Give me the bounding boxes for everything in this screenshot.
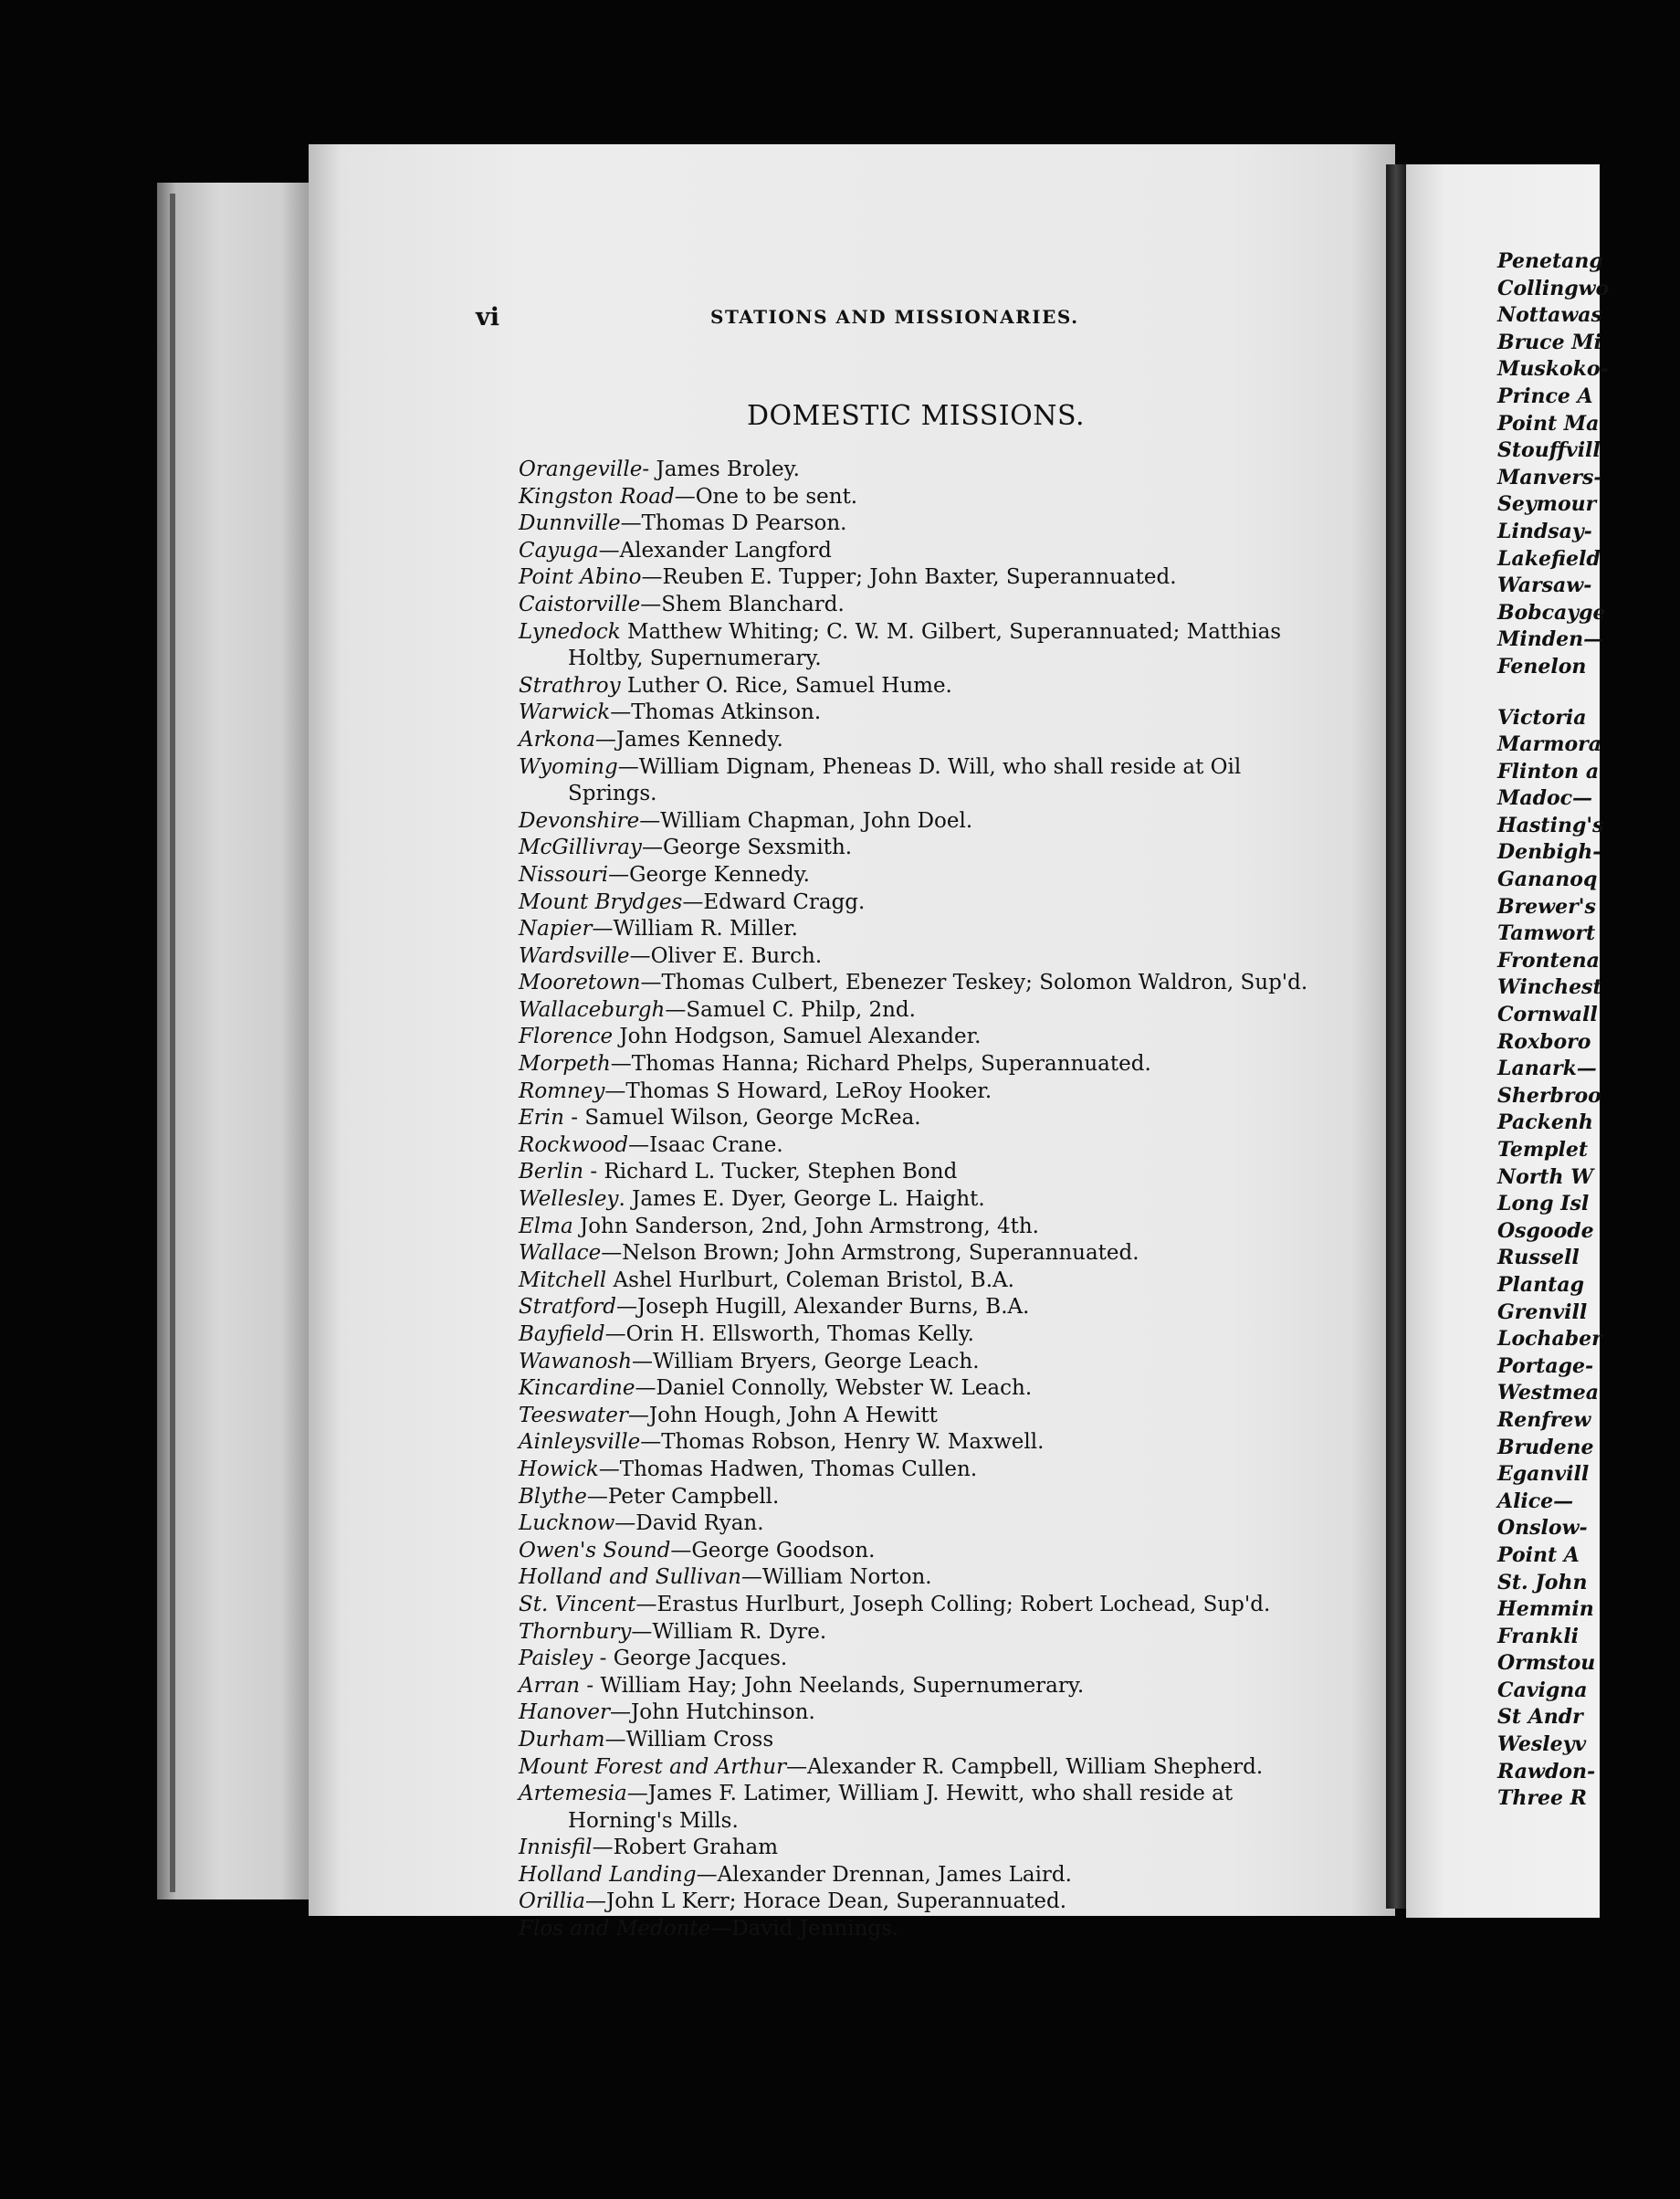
mission-entry bbox=[519, 1159, 1359, 1186]
separator: — bbox=[640, 592, 662, 616]
separator: — bbox=[610, 1700, 632, 1725]
facing-station-fragment: Westmea bbox=[1497, 1381, 1599, 1405]
separator: — bbox=[639, 808, 661, 833]
mission-entry bbox=[519, 700, 1359, 727]
facing-station-fragment: Tamwort bbox=[1497, 921, 1596, 946]
separator: — bbox=[696, 1862, 718, 1887]
facing-station-fragment: Manvers- bbox=[1497, 465, 1602, 489]
mission-entry bbox=[519, 1214, 1359, 1241]
separator: — bbox=[640, 1430, 662, 1455]
separator: — bbox=[620, 511, 642, 536]
station-name: Teeswater bbox=[519, 1403, 628, 1427]
mission-entry bbox=[519, 1889, 1359, 1916]
station-name: Erin bbox=[519, 1106, 564, 1131]
missionaries: George Sexsmith. bbox=[662, 836, 853, 860]
facing-station-fragment: Grenvill bbox=[1497, 1299, 1588, 1324]
missionaries: Orin H. Ellsworth, Thomas Kelly. bbox=[625, 1322, 974, 1346]
facing-station-fragment: Stouffvill bbox=[1497, 438, 1601, 463]
facing-station-fragment: Eganvill bbox=[1497, 1462, 1590, 1487]
facing-station-fragment: Marmora bbox=[1497, 732, 1601, 757]
missionaries: William Bryers, George Leach. bbox=[653, 1349, 980, 1373]
missionaries: Shem Blanchard. bbox=[661, 592, 845, 616]
missionaries: John Hodgson, Samuel Alexander. bbox=[619, 1025, 982, 1049]
facing-station-fragment: Rawdon- bbox=[1497, 1759, 1596, 1783]
station-name: Howick bbox=[519, 1457, 599, 1481]
station-name: Hanover bbox=[519, 1700, 611, 1725]
mission-entry bbox=[519, 835, 1359, 862]
station-name: Orillia bbox=[519, 1889, 585, 1914]
separator: - bbox=[563, 1106, 585, 1131]
separator: - bbox=[580, 1673, 601, 1698]
separator: — bbox=[604, 1078, 626, 1103]
missionaries: Isaac Crane. bbox=[649, 1132, 783, 1157]
missionaries: Joseph Hugill, Alexander Burns, B.A. bbox=[637, 1295, 1030, 1320]
missionaries-continued: Holtby, Supernumerary. bbox=[568, 647, 822, 671]
facing-station-fragment: Roxboro bbox=[1497, 1029, 1591, 1054]
mission-entry bbox=[519, 1916, 1359, 1943]
separator: — bbox=[631, 1619, 653, 1644]
station-name: Thornbury bbox=[519, 1619, 632, 1644]
station-name: Durham bbox=[519, 1727, 605, 1752]
separator: — bbox=[629, 943, 651, 968]
station-name: Morpeth bbox=[519, 1052, 611, 1077]
station-name: Flos and Medonte bbox=[519, 1917, 711, 1941]
separator: — bbox=[604, 1727, 626, 1752]
mission-entry bbox=[519, 808, 1359, 836]
station-name: Caistorville bbox=[519, 592, 641, 616]
mission-entry bbox=[519, 1268, 1359, 1295]
facing-page bbox=[1406, 164, 1610, 1918]
running-head: STATIONS AND MISSIONARIES. bbox=[710, 306, 1079, 328]
station-name: Mitchell bbox=[519, 1268, 607, 1292]
missionaries: Matthew Whiting; C. W. M. Gilbert, Superannuated; Matthias bbox=[627, 619, 1282, 644]
facing-station-fragment: Lindsay- bbox=[1497, 519, 1592, 543]
mission-entry bbox=[519, 1510, 1359, 1538]
mission-entry bbox=[519, 673, 1359, 700]
facing-station-fragment: Lakefield bbox=[1497, 546, 1601, 571]
station-name: Kincardine bbox=[519, 1376, 635, 1401]
separator: — bbox=[598, 1457, 620, 1481]
missionaries: One to be sent. bbox=[695, 484, 858, 509]
mission-entry bbox=[519, 1186, 1359, 1214]
separator: — bbox=[641, 836, 663, 860]
missionaries: Thomas Robson, Henry W. Maxwell. bbox=[661, 1430, 1045, 1455]
separator: — bbox=[674, 484, 696, 509]
mission-entry bbox=[519, 970, 1359, 997]
missionaries: William R. Miller. bbox=[613, 917, 798, 942]
mission-entry bbox=[519, 1240, 1359, 1268]
facing-station-fragment: Victoria bbox=[1497, 705, 1587, 730]
separator: — bbox=[614, 1511, 636, 1536]
book-edge-line bbox=[170, 194, 175, 1892]
station-name: Rockwood bbox=[519, 1132, 629, 1157]
mission-entry bbox=[519, 1619, 1359, 1647]
mission-entry bbox=[519, 592, 1359, 619]
missionaries: Richard L. Tucker, Stephen Bond bbox=[604, 1160, 958, 1184]
missionaries: George Jacques. bbox=[613, 1647, 788, 1671]
facing-station-fragment: Sherbroo bbox=[1497, 1083, 1601, 1108]
mission-entry bbox=[519, 484, 1359, 511]
station-name: Kingston Road bbox=[519, 484, 675, 509]
missionaries: Samuel C. Philp, 2nd. bbox=[686, 997, 916, 1022]
missionaries: Edward Cragg. bbox=[703, 889, 866, 914]
mission-entry bbox=[519, 1321, 1359, 1349]
facing-station-fragment: Frankli bbox=[1497, 1624, 1580, 1648]
station-name: St. Vincent bbox=[519, 1592, 636, 1616]
section-title: DOMESTIC MISSIONS. bbox=[747, 400, 1086, 432]
separator: . bbox=[618, 1187, 633, 1212]
missionaries: Alexander R. Campbell, William Shepherd. bbox=[807, 1754, 1264, 1779]
mission-entry bbox=[519, 727, 1359, 754]
missionaries: Ashel Hurlburt, Coleman Bristol, B.A. bbox=[613, 1268, 1014, 1292]
separator: — bbox=[632, 1349, 654, 1373]
missionaries: Thomas Atkinson. bbox=[631, 700, 822, 725]
separator: — bbox=[710, 1917, 732, 1941]
book-page bbox=[309, 144, 1395, 1941]
separator: — bbox=[635, 1376, 656, 1401]
mission-entry bbox=[519, 889, 1359, 917]
station-name: Devonshire bbox=[519, 808, 640, 833]
facing-station-fragment: Denbigh- bbox=[1497, 840, 1601, 865]
facing-station-fragment: Bobcayge bbox=[1497, 600, 1606, 625]
facing-station-fragment: Winchest bbox=[1497, 975, 1602, 1000]
facing-station-fragment: North W bbox=[1497, 1164, 1593, 1189]
missionaries: Nelson Brown; John Armstrong, Superannuated. bbox=[622, 1241, 1139, 1266]
facing-station-fragment: Russell bbox=[1497, 1246, 1580, 1270]
missionaries: Thomas Hanna; Richard Phelps, Superannuated. bbox=[631, 1052, 1151, 1077]
separator: — bbox=[617, 754, 639, 779]
missions-list bbox=[519, 457, 1359, 1943]
separator: — bbox=[610, 700, 632, 725]
missionaries: John Hutchinson. bbox=[631, 1700, 815, 1725]
station-name: Wallaceburgh bbox=[519, 997, 666, 1022]
facing-station-fragment: Ormstou bbox=[1497, 1651, 1596, 1676]
missionaries: Erastus Hurlburt, Joseph Colling; Robert Lochead, Sup'd. bbox=[656, 1592, 1271, 1616]
missionaries: John Hough, John A Hewitt bbox=[648, 1403, 938, 1427]
missionaries: Thomas Hadwen, Thomas Cullen. bbox=[619, 1457, 978, 1481]
facing-station-fragment: Prince A bbox=[1497, 384, 1593, 408]
missionaries: Reuben E. Tupper; John Baxter, Superannuated. bbox=[662, 565, 1177, 590]
facing-station-fragment: Osgoode bbox=[1497, 1218, 1594, 1243]
station-name: Holland Landing bbox=[519, 1862, 697, 1887]
mission-entry bbox=[519, 943, 1359, 971]
facing-station-fragment: Frontena bbox=[1497, 948, 1600, 973]
facing-station-fragment: Penetang bbox=[1497, 249, 1603, 273]
book-left-edge bbox=[157, 183, 312, 1899]
separator: — bbox=[616, 1295, 638, 1320]
facing-station-fragment: Wesleyv bbox=[1497, 1732, 1587, 1757]
facing-station-fragment: St Andr bbox=[1497, 1705, 1583, 1730]
station-name: Wawanosh bbox=[519, 1349, 633, 1373]
facing-station-fragment: Hasting's bbox=[1497, 813, 1604, 837]
separator: — bbox=[598, 538, 620, 563]
station-name: McGillivray bbox=[519, 836, 642, 860]
mission-entry bbox=[519, 754, 1359, 808]
facing-station-fragment: Packenh bbox=[1497, 1110, 1593, 1135]
facing-station-fragment: Madoc— bbox=[1497, 786, 1593, 811]
separator: — bbox=[626, 1782, 648, 1806]
station-name: Artemesia bbox=[519, 1782, 627, 1806]
separator: — bbox=[665, 997, 687, 1022]
missionaries: James F. Latimer, William J. Hewitt, who shall reside at bbox=[647, 1782, 1234, 1806]
facing-station-fragment: Flinton a bbox=[1497, 759, 1600, 784]
mission-entry bbox=[519, 1754, 1359, 1782]
facing-station-fragment: Muskoko- bbox=[1497, 357, 1609, 382]
missionaries: William Dignam, Pheneas D. Will, who shall reside at Oil bbox=[638, 754, 1242, 779]
separator: — bbox=[586, 1484, 608, 1509]
missionaries: David Ryan. bbox=[635, 1511, 764, 1536]
separator: — bbox=[585, 1889, 606, 1914]
facing-station-fragment: Minden— bbox=[1497, 627, 1604, 652]
facing-station-fragment: Onslow- bbox=[1497, 1516, 1588, 1541]
station-name: Paisley bbox=[519, 1647, 593, 1671]
missionaries: George Kennedy. bbox=[629, 862, 810, 887]
mission-entry bbox=[519, 1457, 1359, 1484]
facing-station-fragment: St. John bbox=[1497, 1570, 1588, 1594]
station-name: Stratford bbox=[519, 1295, 617, 1320]
separator: — bbox=[641, 565, 663, 590]
missionaries: Thomas S Howard, LeRoy Hooker. bbox=[625, 1078, 992, 1103]
separator: - bbox=[642, 458, 656, 481]
facing-station-fragment: Plantag bbox=[1497, 1272, 1584, 1297]
station-name: Mount Brydges bbox=[519, 889, 683, 914]
facing-station-fragment: Lanark— bbox=[1497, 1057, 1597, 1081]
mission-entry bbox=[519, 1078, 1359, 1106]
facing-station-fragment: Three R bbox=[1497, 1786, 1587, 1811]
missionaries: James E. Dyer, George L. Haight. bbox=[632, 1187, 985, 1212]
facing-station-fragment: Renfrew bbox=[1497, 1407, 1591, 1432]
station-name: Mount Forest and Arthur bbox=[519, 1754, 787, 1779]
facing-station-fragment: Brewer's bbox=[1497, 894, 1596, 919]
separator: — bbox=[592, 1836, 614, 1860]
missionaries: David Jennings. bbox=[731, 1917, 899, 1941]
facing-station-fragment: Seymour bbox=[1497, 492, 1597, 517]
station-name: Florence bbox=[519, 1025, 614, 1049]
mission-entry bbox=[519, 997, 1359, 1025]
facing-station-fragment: Brudene bbox=[1497, 1435, 1594, 1459]
mission-entry bbox=[519, 1538, 1359, 1565]
facing-page-list bbox=[1497, 248, 1680, 1813]
missionaries: Alexander Drennan, James Laird. bbox=[717, 1862, 1072, 1887]
mission-entry bbox=[519, 510, 1359, 538]
mission-entry bbox=[519, 1781, 1359, 1835]
facing-station-fragment: Nottawas bbox=[1497, 303, 1602, 328]
separator: — bbox=[682, 889, 704, 914]
facing-station-fragment: Point A bbox=[1497, 1542, 1580, 1567]
mission-entry bbox=[519, 1024, 1359, 1051]
station-name: Strathroy bbox=[519, 673, 621, 698]
facing-station-fragment: Gananoq bbox=[1497, 868, 1598, 892]
station-name: Ainleysville bbox=[519, 1430, 641, 1455]
mission-entry bbox=[519, 1375, 1359, 1403]
separator bbox=[573, 1215, 580, 1238]
mission-entry bbox=[519, 619, 1359, 673]
missionaries: Peter Campbell. bbox=[607, 1484, 780, 1509]
station-name: Lynedock bbox=[519, 619, 621, 644]
mission-entry bbox=[519, 1105, 1359, 1132]
separator bbox=[621, 674, 627, 698]
missionaries: William Hay; John Neelands, Supernumerary. bbox=[600, 1673, 1085, 1698]
separator: - bbox=[583, 1160, 604, 1184]
facing-station-fragment: Point Ma bbox=[1497, 411, 1600, 436]
mission-entry bbox=[519, 1727, 1359, 1754]
separator: — bbox=[627, 1403, 649, 1427]
mission-entry bbox=[519, 1051, 1359, 1078]
station-name: Dunnville bbox=[519, 511, 621, 536]
missionaries: Robert Graham bbox=[613, 1836, 779, 1860]
facing-station-fragment: Fenelon bbox=[1497, 654, 1587, 679]
mission-entry bbox=[519, 1349, 1359, 1376]
missionaries: William Norton. bbox=[761, 1565, 932, 1590]
facing-station-fragment: Collingwo bbox=[1497, 276, 1610, 300]
mission-entry bbox=[519, 1673, 1359, 1700]
facing-station-fragment: Bruce Mi bbox=[1497, 330, 1601, 354]
facing-station-fragment: Lochaber bbox=[1497, 1327, 1602, 1352]
mission-entry bbox=[519, 1429, 1359, 1457]
separator: — bbox=[592, 917, 614, 942]
station-name: Innisfil bbox=[519, 1836, 593, 1860]
missionaries: William Chapman, John Doel. bbox=[660, 808, 973, 833]
missionaries: Luther O. Rice, Samuel Hume. bbox=[626, 673, 952, 698]
blank-line bbox=[1497, 681, 1680, 705]
separator: — bbox=[628, 1132, 650, 1157]
mission-entry bbox=[519, 1132, 1359, 1160]
station-name: Elma bbox=[519, 1214, 573, 1238]
missionaries: William R. Dyre. bbox=[652, 1619, 827, 1644]
separator: — bbox=[608, 862, 630, 887]
mission-entry bbox=[519, 1699, 1359, 1727]
separator: — bbox=[635, 1592, 657, 1616]
station-name: Blythe bbox=[519, 1484, 587, 1509]
station-name: Berlin bbox=[519, 1160, 584, 1184]
missionaries-continued: Springs. bbox=[568, 782, 657, 806]
book-spine bbox=[1386, 164, 1406, 1909]
station-name: Cayuga bbox=[519, 538, 599, 563]
separator: - bbox=[593, 1647, 614, 1671]
station-name: Lucknow bbox=[519, 1511, 615, 1536]
mission-entry bbox=[519, 1646, 1359, 1673]
station-name: Wyoming bbox=[519, 754, 618, 779]
station-name: Bayfield bbox=[519, 1322, 605, 1346]
mission-entry bbox=[519, 1564, 1359, 1592]
mission-entry bbox=[519, 1862, 1359, 1889]
station-name: Wallace bbox=[519, 1241, 602, 1266]
missionaries: Thomas Culbert, Ebenezer Teskey; Solomon Waldron, Sup'd. bbox=[661, 971, 1308, 995]
station-name: Orangeville bbox=[519, 458, 643, 481]
missionaries: George Goodson. bbox=[691, 1538, 876, 1562]
station-name: Wellesley bbox=[519, 1187, 619, 1212]
mission-entry bbox=[519, 862, 1359, 889]
missionaries: William Cross bbox=[625, 1727, 774, 1752]
facing-station-fragment: Cornwall bbox=[1497, 1003, 1598, 1027]
facing-station-fragment: Hemmin bbox=[1497, 1597, 1594, 1622]
missionaries: Samuel Wilson, George McRea. bbox=[584, 1106, 921, 1131]
missionaries-continued: Horning's Mills. bbox=[568, 1808, 739, 1833]
facing-station-fragment: Warsaw- bbox=[1497, 573, 1592, 598]
mission-entry bbox=[519, 1294, 1359, 1321]
mission-entry bbox=[519, 1484, 1359, 1511]
mission-entry bbox=[519, 538, 1359, 565]
missionaries: Alexander Langford bbox=[619, 538, 832, 563]
missionaries: John L Kerr; Horace Dean, Superannuated. bbox=[606, 1889, 1067, 1914]
station-name: Mooretown bbox=[519, 971, 641, 995]
separator: — bbox=[740, 1565, 762, 1590]
station-name: Romney bbox=[519, 1078, 605, 1103]
missionaries: Thomas D Pearson. bbox=[641, 511, 847, 536]
station-name: Napier bbox=[519, 917, 593, 942]
facing-station-fragment: Alice— bbox=[1497, 1489, 1574, 1513]
mission-entry bbox=[519, 1403, 1359, 1430]
mission-entry bbox=[519, 1592, 1359, 1619]
station-name: Arkona bbox=[519, 727, 595, 752]
station-name: Nissouri bbox=[519, 862, 609, 887]
separator: — bbox=[786, 1754, 808, 1779]
station-name: Arran bbox=[519, 1673, 581, 1698]
mission-entry bbox=[519, 1835, 1359, 1862]
mission-entry bbox=[519, 457, 1359, 484]
missionaries: James Kennedy. bbox=[615, 727, 783, 752]
separator: — bbox=[670, 1538, 692, 1562]
separator: — bbox=[610, 1052, 632, 1077]
mission-entry bbox=[519, 916, 1359, 943]
separator: — bbox=[604, 1322, 626, 1346]
station-name: Wardsville bbox=[519, 943, 630, 968]
mission-entry bbox=[519, 564, 1359, 592]
missionaries: Oliver E. Burch. bbox=[650, 943, 823, 968]
station-name: Holland and Sullivan bbox=[519, 1565, 741, 1590]
station-name: Point Abino bbox=[519, 565, 642, 590]
station-name: Warwick bbox=[519, 700, 611, 725]
separator: — bbox=[640, 971, 662, 995]
page-number: vi bbox=[476, 303, 499, 331]
separator bbox=[621, 620, 627, 644]
separator: — bbox=[594, 727, 616, 752]
missionaries: John Sanderson, 2nd, John Armstrong, 4th. bbox=[579, 1214, 1039, 1238]
station-name: Owen's Sound bbox=[519, 1538, 671, 1562]
facing-station-fragment: Cavigna bbox=[1497, 1678, 1588, 1702]
facing-station-fragment: Templet bbox=[1497, 1138, 1589, 1162]
missionaries: James Broley. bbox=[656, 458, 800, 481]
separator: — bbox=[601, 1241, 623, 1266]
facing-station-fragment: Long Isl bbox=[1497, 1192, 1590, 1216]
missionaries: Daniel Connolly, Webster W. Leach. bbox=[656, 1376, 1033, 1401]
page-header bbox=[309, 301, 1395, 338]
facing-station-fragment: Portage- bbox=[1497, 1353, 1594, 1378]
